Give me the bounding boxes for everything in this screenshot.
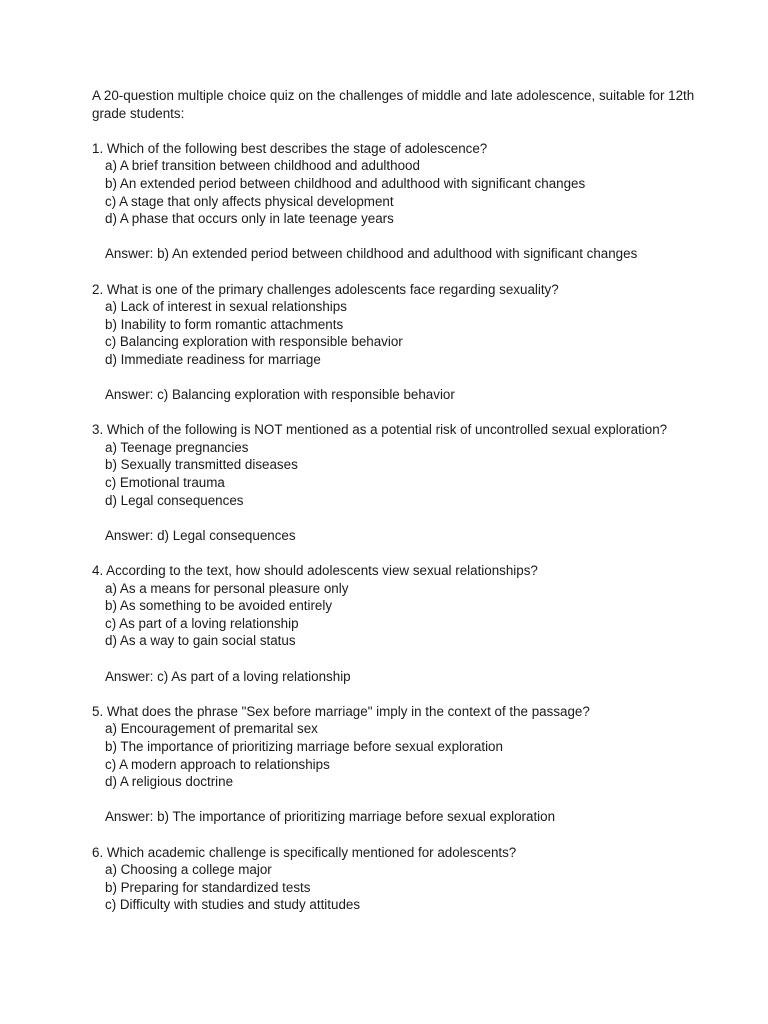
question-4 [92, 562, 732, 685]
option-c: c) A modern approach to relationships [105, 756, 330, 772]
question-5 [92, 703, 732, 826]
option-list [92, 439, 732, 509]
option-d: d) Legal consequences [105, 492, 244, 508]
option-b: b) As something to be avoided entirely [105, 598, 333, 614]
question-2 [92, 281, 732, 404]
answer-text: Answer: c) Balancing exploration with responsible behavior [105, 387, 455, 403]
question-text: 6. Which academic challenge is specifically mentioned for adolescents? [92, 844, 517, 860]
option-b: b) Preparing for standardized tests [105, 879, 311, 895]
question-3 [92, 421, 732, 544]
option-b: b) The importance of prioritizing marriage before sexual exploration [105, 738, 503, 754]
answer-text: Answer: b) An extended period between childhood and adulthood with significant changes [105, 246, 638, 262]
option-b: b) Inability to form romantic attachments [105, 316, 344, 332]
answer-text: Answer: d) Legal consequences [105, 527, 296, 543]
option-d: d) Immediate readiness for marriage [105, 351, 321, 367]
option-a: a) Teenage pregnancies [105, 439, 249, 455]
option-d: d) A phase that occurs only in late teenage years [105, 211, 394, 227]
option-a: a) A brief transition between childhood and adulthood [105, 158, 420, 174]
option-c: c) Balancing exploration with responsible behavior [105, 334, 403, 350]
option-c: c) A stage that only affects physical development [105, 193, 394, 209]
option-b: b) An extended period between childhood and adulthood with significant changes [105, 175, 586, 191]
question-text: 2. What is one of the primary challenges adolescents face regarding sexuality? [92, 281, 559, 297]
option-a: a) As a means for personal pleasure only [105, 580, 349, 596]
option-list [92, 157, 732, 227]
question-text: 4. According to the text, how should adolescents view sexual relationships? [92, 563, 538, 579]
answer-text: Answer: c) As part of a loving relationship [105, 668, 351, 684]
quiz-intro: A 20-question multiple choice quiz on the challenges of middle and late adolescence, suitable for 12th grade students: [92, 88, 695, 121]
answer-text: Answer: b) The importance of prioritizing marriage before sexual exploration [105, 809, 556, 825]
question-text: 1. Which of the following best describes the stage of adolescence? [92, 140, 488, 156]
question-1 [92, 140, 732, 263]
question-text: 3. Which of the following is NOT mentioned as a potential risk of uncontrolled sexual exploration? [92, 422, 668, 438]
question-text: 5. What does the phrase "Sex before marriage" imply in the context of the passage? [92, 703, 590, 719]
option-c: c) Difficulty with studies and study attitudes [105, 897, 361, 913]
option-a: a) Encouragement of premarital sex [105, 721, 318, 737]
question-6 [92, 844, 732, 914]
option-list [92, 720, 732, 790]
option-a: a) Lack of interest in sexual relationships [105, 299, 347, 315]
option-list [92, 298, 732, 368]
option-list [92, 580, 732, 650]
option-a: a) Choosing a college major [105, 862, 272, 878]
option-c: c) Emotional trauma [105, 475, 225, 491]
option-b: b) Sexually transmitted diseases [105, 457, 298, 473]
option-c: c) As part of a loving relationship [105, 615, 299, 631]
option-d: d) As a way to gain social status [105, 633, 296, 649]
document-page [92, 87, 732, 932]
option-d: d) A religious doctrine [105, 774, 234, 790]
option-list [92, 861, 732, 914]
